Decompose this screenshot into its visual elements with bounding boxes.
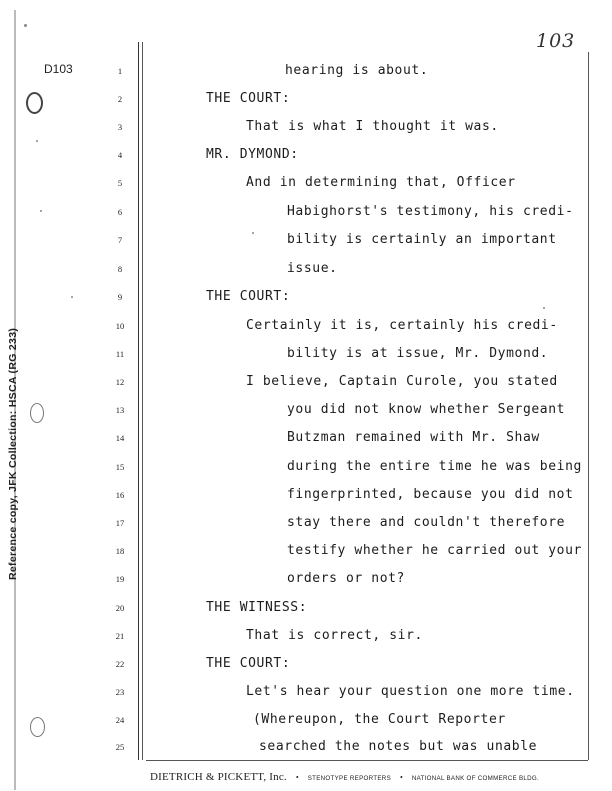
archive-stamp: Reference copy, JFK Collection: HSCA (RG 233)	[7, 327, 19, 580]
line-number: 25	[115, 742, 125, 752]
scan-speck	[36, 140, 38, 142]
line-number: 11	[115, 349, 125, 359]
line-number: 19	[115, 574, 125, 584]
speaker-label: THE COURT:	[206, 91, 291, 106]
line-number: 20	[115, 603, 125, 613]
line-number: 14	[115, 433, 125, 443]
line-number: 22	[115, 659, 125, 669]
speaker-label: THE COURT:	[206, 656, 291, 671]
line-number: 8	[117, 264, 123, 274]
transcript-line: Let's hear your question one more time.	[246, 684, 575, 699]
line-number: 16	[115, 490, 125, 500]
transcript-line: That is what I thought it was.	[246, 119, 499, 134]
bottom-rule	[146, 760, 588, 761]
line-number: 21	[115, 631, 125, 641]
transcript-line: during the entire time he was being	[287, 459, 582, 474]
scan-speck	[40, 210, 42, 212]
line-number: 4	[117, 150, 123, 160]
scan-speck	[24, 24, 27, 27]
line-number: 9	[117, 292, 123, 302]
line-number: 23	[115, 687, 125, 697]
reporter-footer	[150, 767, 539, 785]
footer-separator: •	[400, 773, 403, 782]
line-number: 2	[117, 94, 123, 104]
transcript-line: That is correct, sir.	[246, 628, 423, 643]
transcript-line: Habighorst's testimony, his credi-	[287, 204, 574, 219]
transcript-line: stay there and couldn't therefore	[287, 515, 566, 530]
speaker-label: THE WITNESS:	[206, 600, 308, 615]
transcript-line: Certainly it is, certainly his credi-	[246, 318, 558, 333]
line-number: 7	[117, 235, 123, 245]
reporter-firm: DIETRICH & PICKETT, Inc.	[150, 771, 287, 783]
line-number: 15	[115, 462, 125, 472]
line-number: 18	[115, 546, 125, 556]
punch-hole-bottom	[30, 717, 45, 737]
reporter-service: STENOTYPE REPORTERS	[307, 775, 391, 782]
line-number: 10	[115, 321, 125, 331]
punch-hole-middle	[30, 403, 44, 423]
margin-rule-left	[138, 42, 139, 760]
line-number: 5	[117, 178, 123, 188]
footer-separator: •	[295, 773, 299, 782]
transcript-line: (Whereupon, the Court Reporter	[253, 712, 506, 727]
transcript-line: Butzman remained with Mr. Shaw	[287, 430, 540, 445]
scan-speck	[252, 232, 254, 234]
speaker-label: MR. DYMOND:	[206, 147, 299, 162]
line-number: 24	[115, 715, 125, 725]
line-number: 12	[115, 377, 125, 387]
transcript-line: bility is at issue, Mr. Dymond.	[287, 346, 549, 361]
line-number: 6	[117, 207, 123, 217]
line-number: 3	[117, 122, 123, 132]
line-number: 1	[117, 66, 123, 76]
speaker-label: THE COURT:	[206, 289, 291, 304]
transcript-line: I believe, Captain Curole, you stated	[246, 374, 558, 389]
scan-speck	[71, 296, 73, 298]
margin-rule-right	[588, 52, 589, 760]
transcript-line: issue.	[287, 261, 338, 276]
reporter-address: NATIONAL BANK OF COMMERCE BLDG.	[411, 775, 540, 782]
transcript-line: testify whether he carried out your	[287, 543, 582, 558]
transcript-line: And in determining that, Officer	[246, 175, 516, 190]
handwritten-page-number: 103	[536, 30, 576, 52]
document-id: D103	[44, 62, 73, 76]
transcript-line: orders or not?	[287, 571, 405, 586]
transcript-line: bility is certainly an important	[287, 232, 557, 247]
line-number: 17	[115, 518, 125, 528]
line-number: 13	[115, 405, 125, 415]
transcript-line: fingerprinted, because you did not	[287, 487, 574, 502]
margin-rule-left-inner	[142, 42, 143, 760]
transcript-line: you did not know whether Sergeant	[287, 402, 566, 417]
transcript-line: hearing is about.	[285, 63, 429, 78]
scan-speck	[543, 307, 545, 309]
punch-hole-top	[26, 92, 43, 114]
transcript-line: searched the notes but was unable	[259, 739, 538, 754]
